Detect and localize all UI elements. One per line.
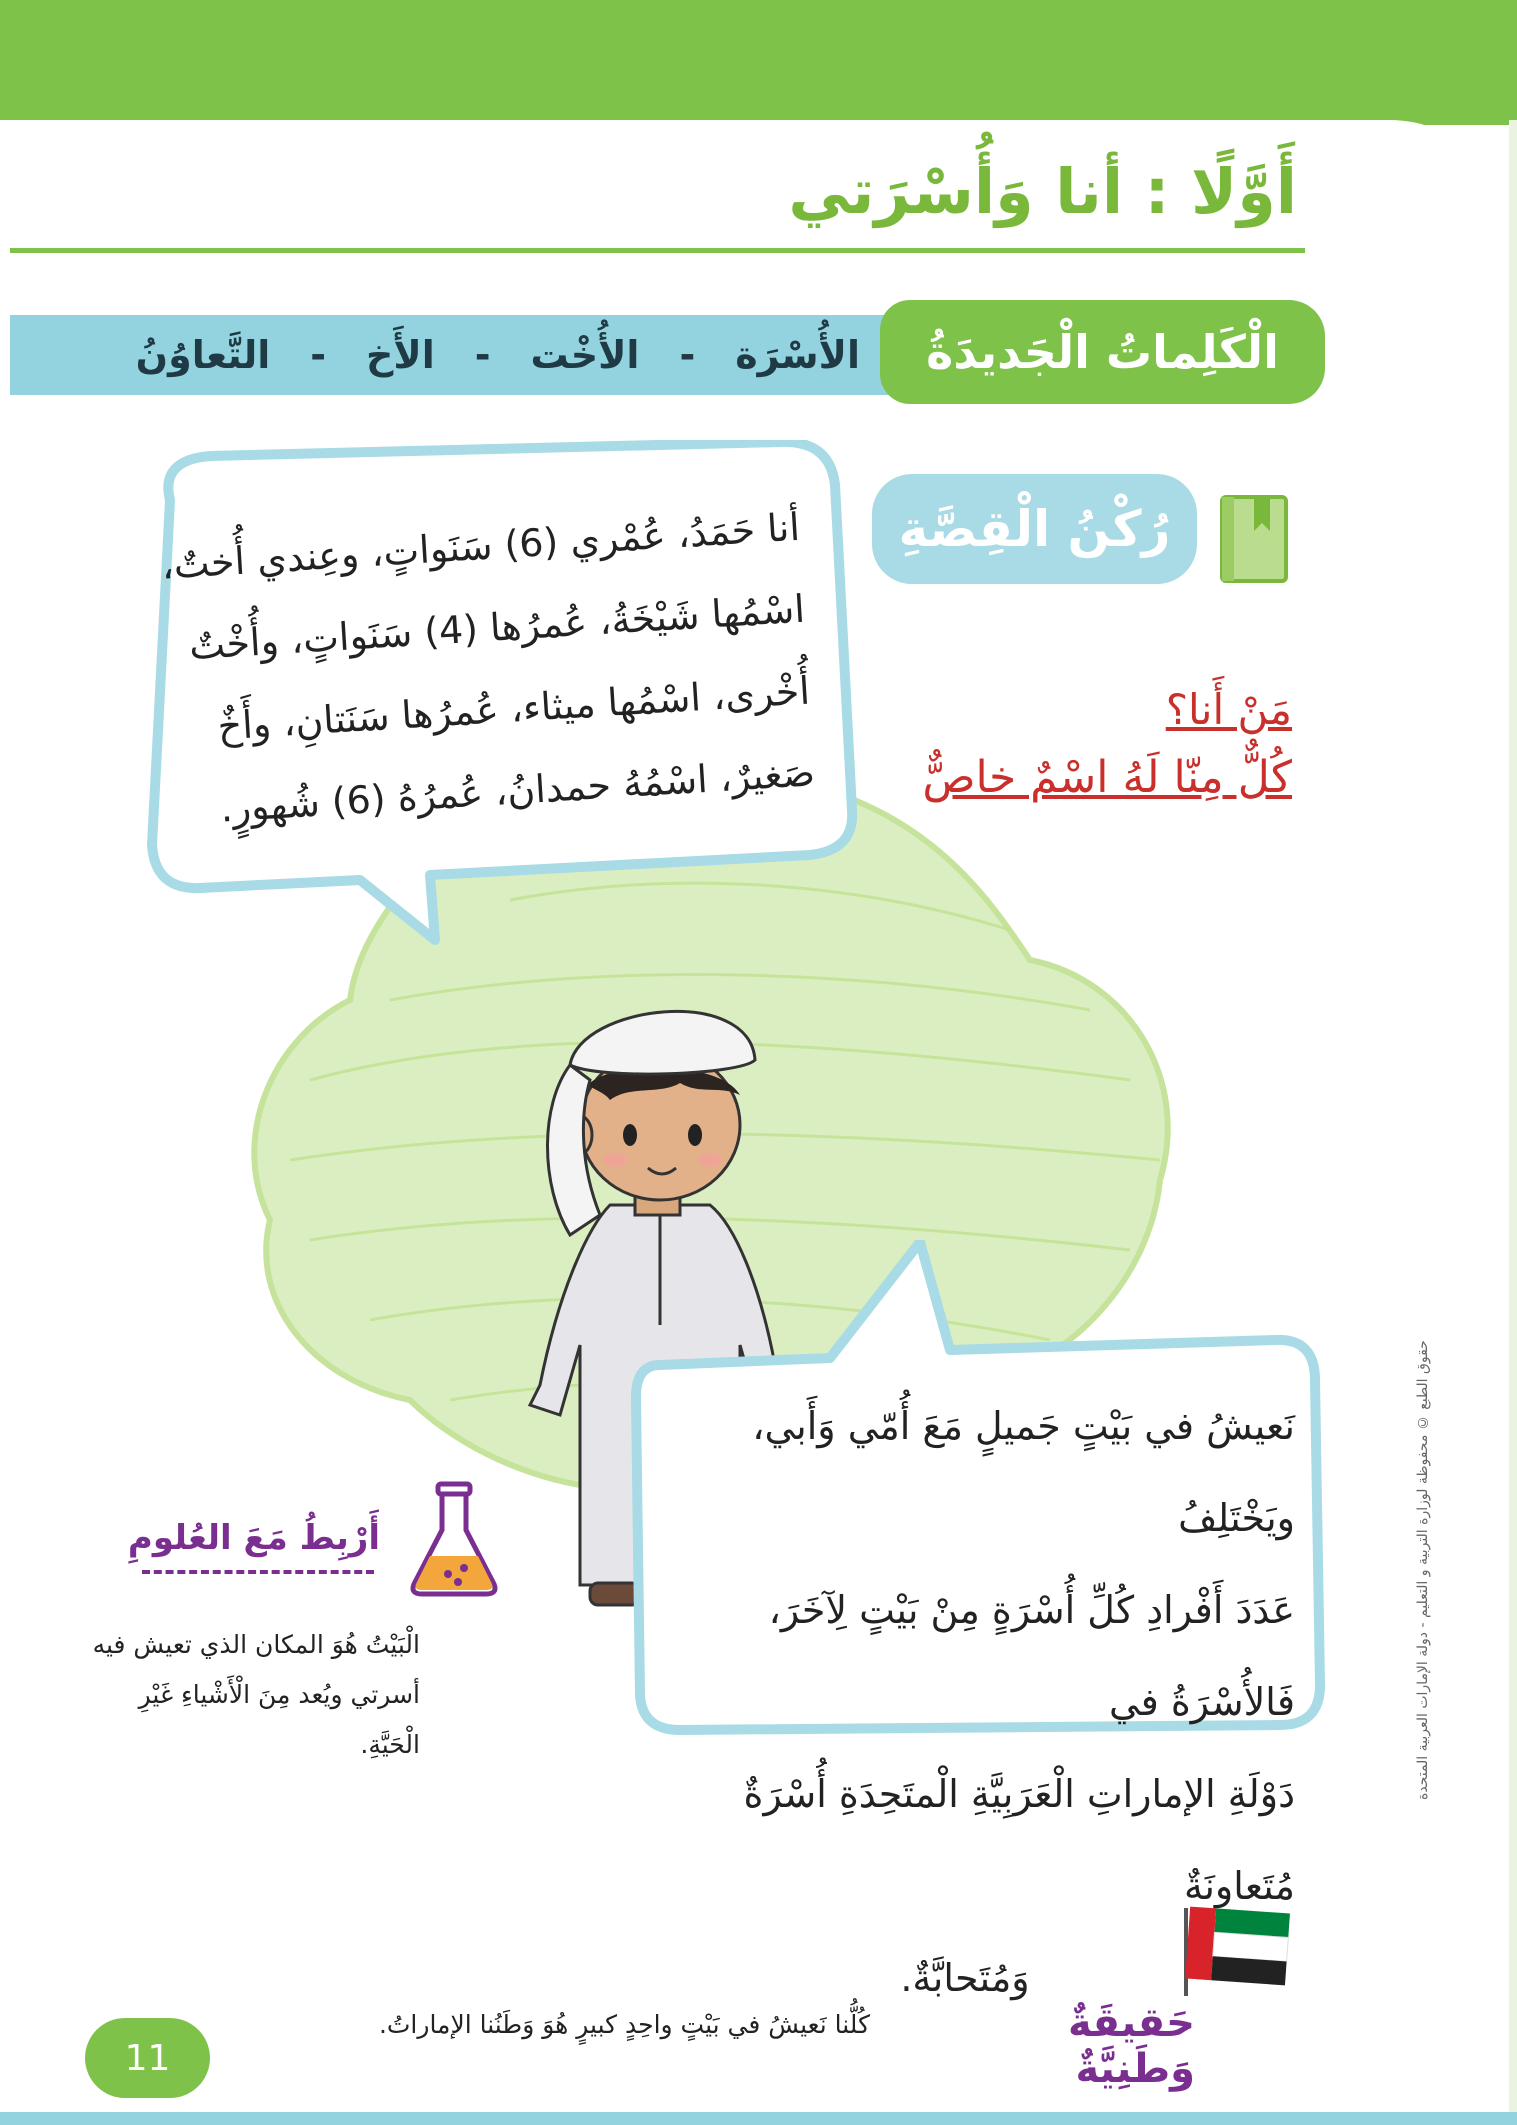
who-am-i-question: مَنْ أَنا؟: [1165, 685, 1292, 734]
bubble1-text: [158, 486, 821, 924]
bubble1-line: اسْمُها شَيْخَةُ، عُمرُها (4) سَنَواتٍ، وأُخْتٌ: [187, 586, 807, 669]
page-number: 11: [85, 2018, 210, 2098]
vocab-separator: -: [310, 333, 327, 377]
vocab-separator: -: [474, 333, 491, 377]
bubble2-line: نَعيشُ في بَيْتٍ جَميلٍ مَعَ أُمّي وَأَبي، ويَخْتَلِفُ: [752, 1404, 1295, 1540]
science-link-title: أَرْبِطُ مَعَ العُلومِ: [127, 1518, 380, 1558]
bubble1-line: أنا حَمَدُ، عُمْري (6) سَنَواتٍ، وعِندي أُختٌ،: [160, 504, 802, 588]
vocab-word: الأُخْت: [530, 333, 640, 377]
uae-flag-icon: [1178, 1900, 1293, 2000]
who-am-i-answer: كُلٌّ مِنّا لَهُ اسْمٌ خاصٌّ: [922, 752, 1292, 803]
bubble2-line: وَمُتَحابَّةٌ.: [900, 1956, 1030, 2000]
bubble1-line: صَغيرٌ، اسْمُهُ حمدانُ، عُمرُهُ (6) شُهورٍ.: [219, 750, 817, 831]
vocab-word: الأَخ: [366, 333, 435, 377]
book-icon: [1218, 493, 1290, 585]
new-words-label: الْكَلِماتُ الْجَديدَةُ: [880, 300, 1325, 404]
national-fact-text: كُلُّنا نَعيشُ في بَيْتٍ واحِدٍ كبيرٍ هُوَ وَطَنُنا الإماراتُ.: [378, 2010, 870, 2039]
bubble2-line: دَوْلَةِ الإماراتِ الْعَرَبِيَّةِ الْمتَحِدَةِ أُسْرَةٌ مُتَعاوِنَةٌ: [743, 1772, 1295, 1908]
bubble2-line: عَدَدَ أَفْرادِ كُلِّ أُسْرَةٍ مِنْ بَيْتٍ لِآخَرَ، فَالأُسْرَةُ في: [768, 1588, 1295, 1724]
story-corner-label: رُكْنُ الْقِصَّةِ: [872, 474, 1197, 584]
bubble1-line: أُخْرى، اسْمُها ميثاء، عُمرُها سَنَتانِ، وأَخٌ: [216, 668, 812, 749]
flask-icon: [408, 1480, 500, 1598]
footer-band: [0, 2112, 1517, 2125]
science-divider: [142, 1570, 374, 1574]
national-fact-label: حَقيقَةٌ وَطَنِيَّةٌ: [1068, 2000, 1195, 2092]
section-title: أَوَّلًا : أنا وَأُسْرَتي: [788, 155, 1297, 228]
copyright-note: حقوق الطبع © محفوظة لوزارة التربية و التعليم - دولة الإمارات العربية المتحدة: [1415, 1340, 1431, 1800]
title-divider: [10, 248, 1305, 253]
vocab-word: التَّعاوُنُ: [135, 333, 271, 377]
vocab-separator: -: [679, 333, 696, 377]
header-band: [0, 0, 1517, 125]
vocab-word: الأُسْرَة: [735, 333, 860, 377]
science-link-text: الْبَيْتُ هُوَ المكان الذي تعيش فيه أسرتي ويُعد مِنَ الْأَشْياءِ غَيْرِ الْحَيَّةِ.: [92, 1630, 420, 1759]
page-edge: [1509, 120, 1517, 2120]
